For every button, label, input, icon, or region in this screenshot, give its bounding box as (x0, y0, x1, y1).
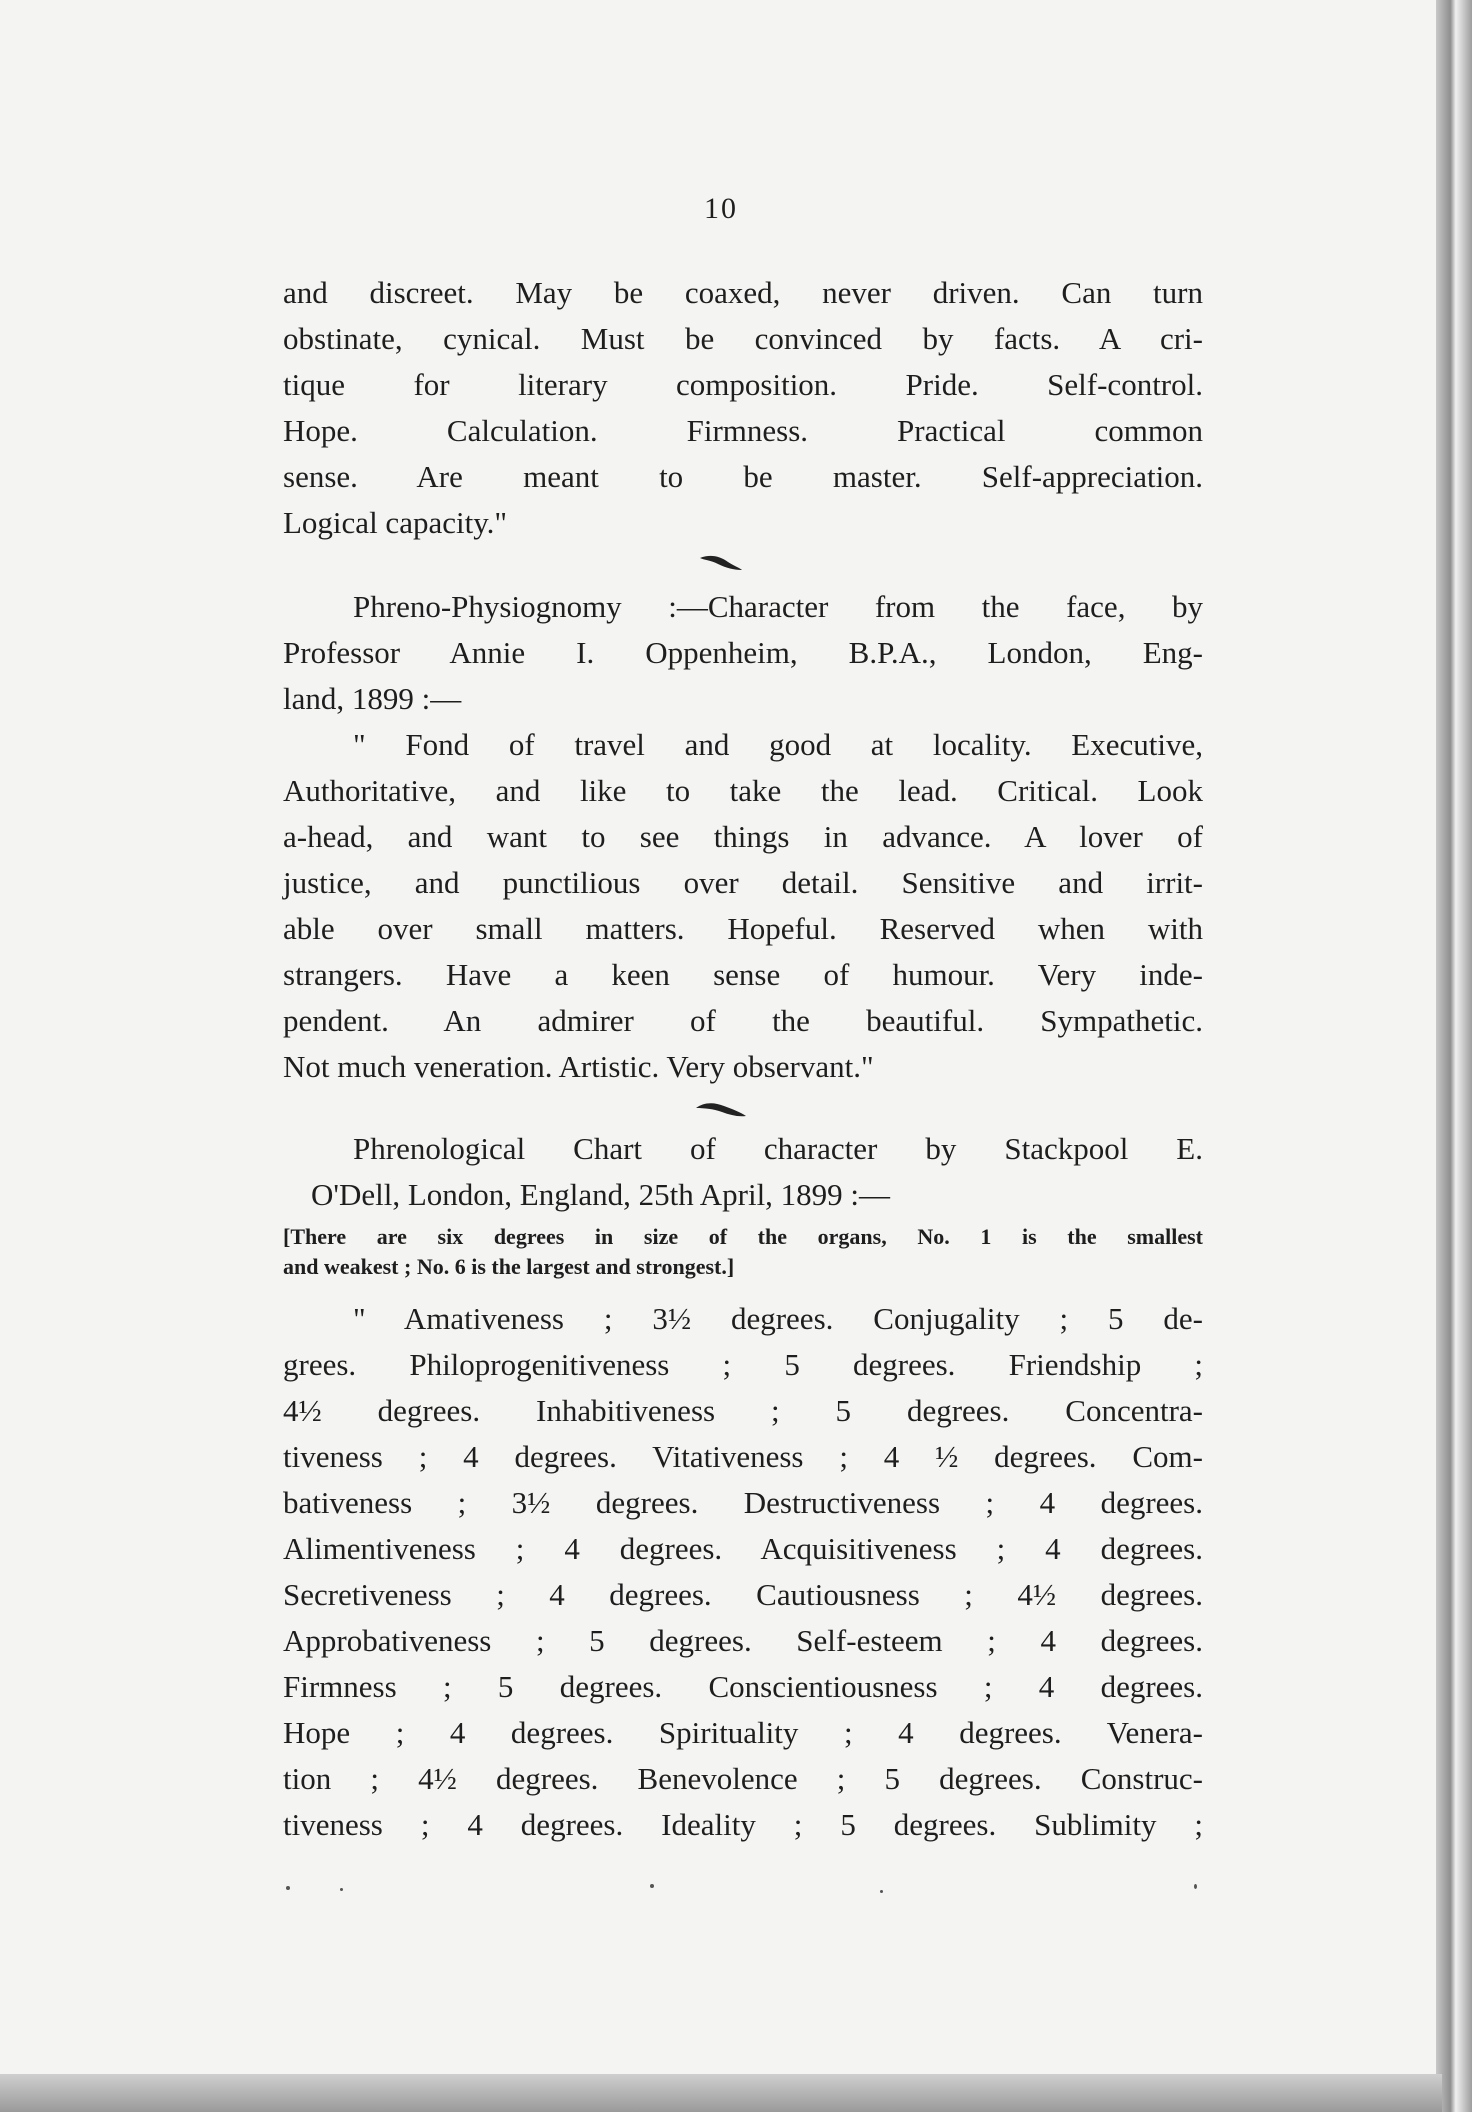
text-line: Phrenological Chart of character by Stackpool E. (353, 1131, 1203, 1166)
text-line: tique for literary composition. Pride. Self-control. (283, 367, 1203, 402)
ornament-divider (0, 1098, 1442, 1127)
text-line: tiveness ; 4 degrees. Vitativeness ; 4 ½ degrees. Com- (283, 1439, 1203, 1474)
text-line: Not much veneration. Artistic. Very observant." (283, 1049, 874, 1084)
ornament-icon (698, 552, 744, 574)
text-line: pendent. An admirer of the beautiful. Sympathetic. (283, 1003, 1203, 1038)
print-speck (880, 1890, 883, 1893)
text-line: and weakest ; No. 6 is the largest and strongest.] (283, 1254, 735, 1279)
ornament-icon (694, 1098, 748, 1122)
text-line: [There are six degrees in size of the organs, No. 1 is the smallest (283, 1224, 1203, 1249)
text-line: Hope ; 4 degrees. Spirituality ; 4 degrees. Venera- (283, 1715, 1203, 1750)
text-line: and discreet. May be coaxed, never driven. Can turn (283, 275, 1203, 310)
page-edge (1436, 0, 1472, 2112)
print-speck (340, 1888, 343, 1891)
text-line: able over small matters. Hopeful. Reserved when with (283, 911, 1203, 946)
text-line: " Fond of travel and good at locality. Executive, (353, 727, 1203, 762)
print-speck (286, 1886, 290, 1890)
paragraph-1 (283, 270, 1203, 546)
text-line: sense. Are meant to be master. Self-appreciation. (283, 459, 1203, 494)
text-line: O'Dell, London, England, 25th April, 1899 :— (311, 1177, 891, 1212)
text-line: strangers. Have a keen sense of humour. Very inde- (283, 957, 1203, 992)
text-line: Professor Annie I. Oppenheim, B.P.A., London, Eng- (283, 635, 1203, 670)
text-line: Secretiveness ; 4 degrees. Cautiousness ; 4½ degrees. (283, 1577, 1203, 1612)
text-line: grees. Philoprogenitiveness ; 5 degrees. Friendship ; (283, 1347, 1203, 1382)
text-line: land, 1899 :— (283, 681, 462, 716)
text-line: bativeness ; 3½ degrees. Destructiveness ; 4 degrees. (283, 1485, 1203, 1520)
text-line: Hope. Calculation. Firmness. Practical common (283, 413, 1203, 448)
text-line: a-head, and want to see things in advance. A lover of (283, 819, 1203, 854)
text-line: Phreno-Physiognomy :—Character from the face, by (353, 589, 1203, 624)
section-3-heading (283, 1126, 1203, 1218)
text-line: 4½ degrees. Inhabitiveness ; 5 degrees. Concentra- (283, 1393, 1203, 1428)
section-2-quote (283, 722, 1203, 1090)
text-line: Firmness ; 5 degrees. Conscientiousness ; 4 degrees. (283, 1669, 1203, 1704)
text-line: Alimentiveness ; 4 degrees. Acquisitiveness ; 4 degrees. (283, 1531, 1203, 1566)
text-line: tiveness ; 4 degrees. Ideality ; 5 degrees. Sublimity ; (283, 1807, 1203, 1842)
text-line: Authoritative, and like to take the lead. Critical. Look (283, 773, 1203, 808)
page-bottom-edge (0, 2074, 1442, 2112)
text-line: tion ; 4½ degrees. Benevolence ; 5 degrees. Construc- (283, 1761, 1203, 1796)
page-number: 10 (704, 192, 738, 225)
text-line: Approbativeness ; 5 degrees. Self-esteem ; 4 degrees. (283, 1623, 1203, 1658)
print-speck (650, 1884, 654, 1888)
text-line: justice, and punctilious over detail. Sensitive and irrit- (283, 865, 1203, 900)
section-3-chart (283, 1296, 1203, 1848)
text-line: obstinate, cynical. Must be convinced by facts. A cri- (283, 321, 1203, 356)
text-line: Logical capacity." (283, 505, 508, 540)
ornament-divider (0, 552, 1442, 579)
section-3-note (283, 1222, 1203, 1282)
print-speck (1194, 1884, 1197, 1889)
text-line: " Amativeness ; 3½ degrees. Conjugality ; 5 de- (353, 1301, 1203, 1336)
section-2-heading (283, 584, 1203, 722)
